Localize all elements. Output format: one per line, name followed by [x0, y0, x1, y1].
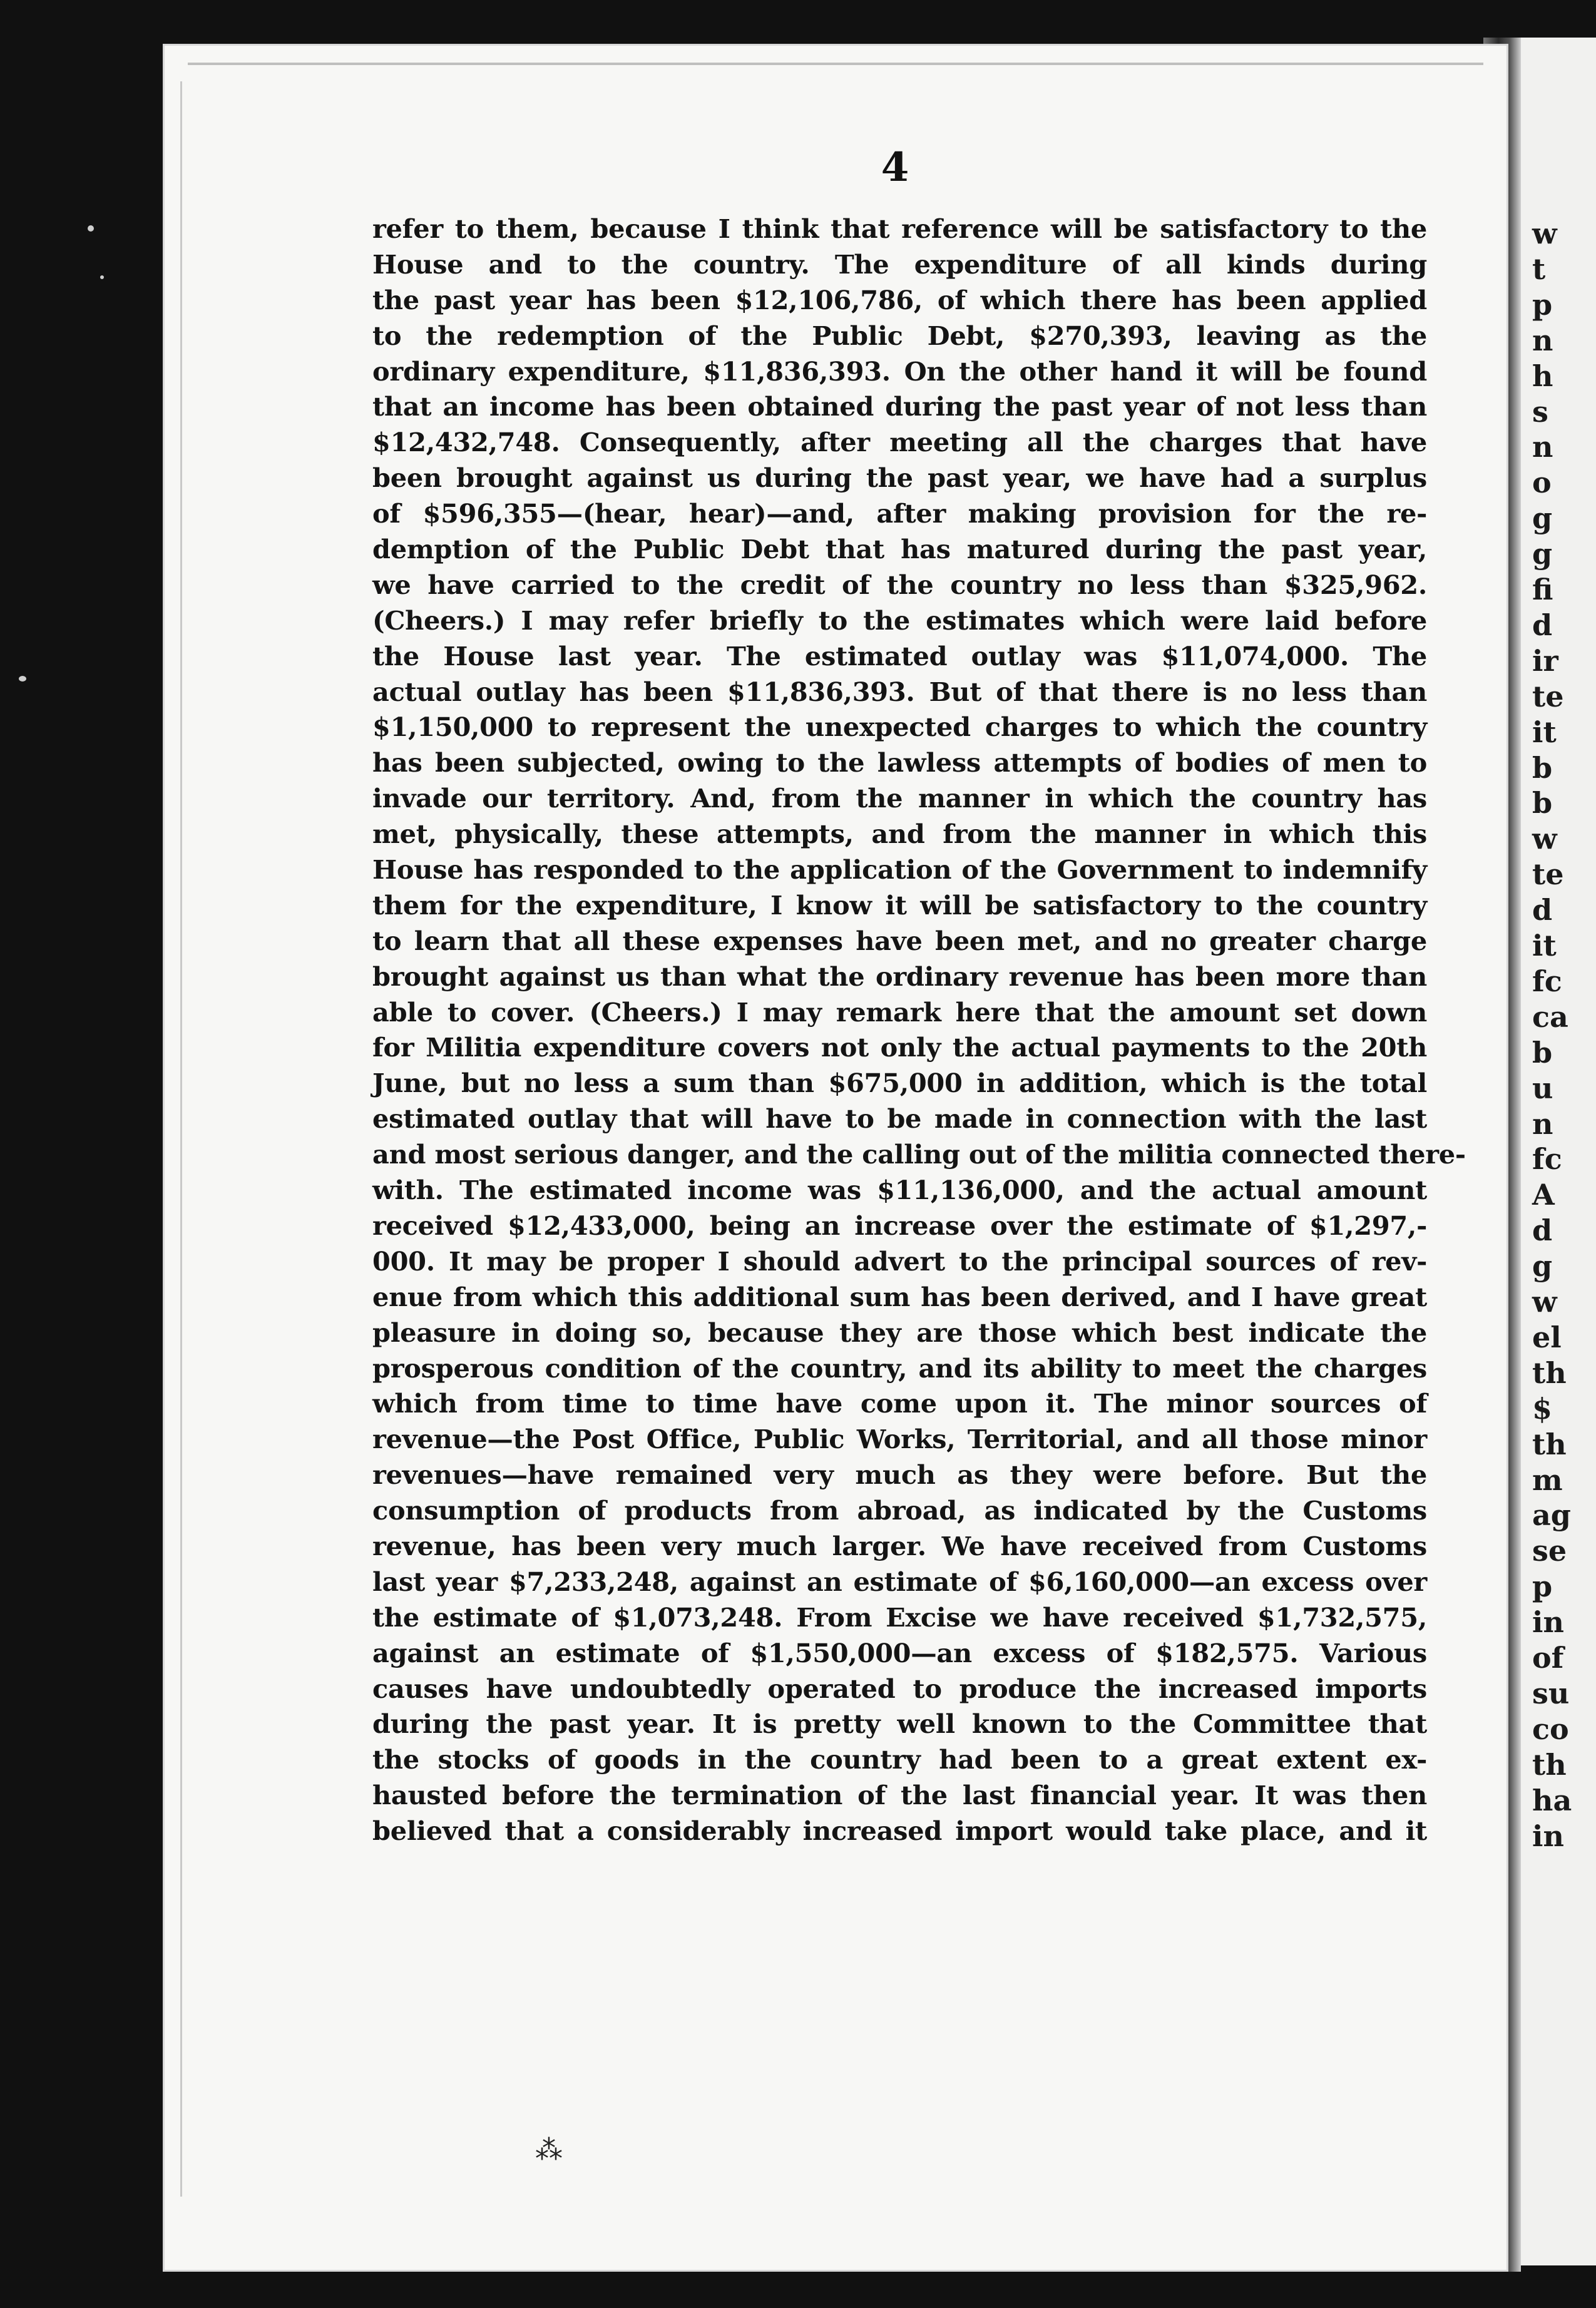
next-page-fragment: b	[1532, 1035, 1553, 1070]
next-page-fragment: b	[1532, 750, 1553, 785]
next-page-fragment: ir	[1532, 643, 1558, 678]
next-page-fragment: g	[1532, 501, 1553, 536]
next-page-fragment: t	[1532, 252, 1546, 286]
next-page-fragment: it	[1532, 929, 1557, 963]
text-line: of $596,355—(hear, hear)—and, after making provision for the re-	[372, 498, 1427, 529]
next-page-fragment: $	[1532, 1391, 1553, 1426]
page-number: 4	[881, 144, 909, 191]
next-page-fragment: p	[1532, 1570, 1553, 1604]
text-line: pleasure in doing so, because they are those which best indicate the	[372, 1317, 1427, 1348]
next-page-fragment: d	[1532, 608, 1553, 642]
margin-speck	[19, 676, 26, 682]
next-page-fragment: g	[1532, 537, 1553, 571]
next-page-fragment: b	[1532, 786, 1553, 820]
text-line: ordinary expenditure, $11,836,393. On the other hand it will be found	[372, 355, 1427, 387]
next-page-fragment: el	[1532, 1320, 1562, 1354]
text-line: against an estimate of $1,550,000—an excess of $182,575. Various	[372, 1637, 1427, 1668]
text-line: consumption of products from abroad, as indicated by the Customs	[372, 1495, 1427, 1526]
text-line: estimated outlay that will have to be made in connection with the last	[372, 1103, 1427, 1135]
text-line: last year $7,233,248, against an estimate of $6,160,000—an excess over	[372, 1566, 1427, 1597]
text-line: to the redemption of the Public Debt, $270,393, leaving as the	[372, 320, 1427, 351]
margin-speck	[100, 275, 104, 279]
next-page-fragment: p	[1532, 287, 1553, 322]
text-line: hausted before the termination of the last financial year. It was then	[372, 1780, 1427, 1811]
text-line: been brought against us during the past year, we have had a surplus	[372, 462, 1427, 494]
text-line: able to cover. (Cheers.) I may remark here that the amount set down	[372, 996, 1427, 1028]
text-line: during the past year. It is pretty well known to the Committee that	[372, 1708, 1427, 1740]
next-page-fragment: in	[1532, 1819, 1564, 1853]
next-page-fragment: n	[1532, 1106, 1553, 1141]
next-page-fragment: su	[1532, 1676, 1570, 1710]
text-line: revenue, has been very much larger. We have received from Customs	[372, 1530, 1427, 1561]
text-line: we have carried to the credit of the country no less than $325,962.	[372, 569, 1427, 600]
page-left-border	[180, 81, 182, 2197]
text-line: demption of the Public Debt that has matured during the past year,	[372, 534, 1427, 565]
text-line: June, but no less a sum than $675,000 in addition, which is the total	[372, 1068, 1427, 1099]
next-page-fragment: h	[1532, 359, 1553, 393]
next-page-fragment: w	[1532, 1285, 1557, 1319]
text-line: $12,432,748. Consequently, after meeting all the charges that have	[372, 427, 1427, 458]
text-line: revenue—the Post Office, Public Works, Territorial, and all those minor	[372, 1424, 1427, 1455]
next-page-fragment: ag	[1532, 1498, 1571, 1533]
text-line: House and to the country. The expenditure of all kinds during	[372, 248, 1427, 280]
next-page-fragment: A	[1532, 1178, 1555, 1212]
text-line: causes have undoubtedly operated to produce the increased imports	[372, 1673, 1427, 1704]
text-line: has been subjected, owing to the lawless attempts of bodies of men to	[372, 747, 1427, 779]
bottom-ink-mark: ⁂	[535, 2134, 563, 2166]
margin-speck	[88, 225, 94, 232]
text-line: for Militia expenditure covers not only the actual payments to the 20th	[372, 1032, 1427, 1063]
next-page-fragment: co	[1532, 1712, 1569, 1746]
text-line: which from time to time have come upon it. The minor sources of	[372, 1388, 1427, 1419]
next-page-fragment: th	[1532, 1427, 1567, 1461]
text-line: brought against us than what the ordinary revenue has been more than	[372, 961, 1427, 992]
next-page-fragment: u	[1532, 1071, 1553, 1105]
next-page-fragment: th	[1532, 1747, 1567, 1782]
next-page-fragment: w	[1532, 217, 1557, 250]
next-page-fragment: te	[1532, 857, 1564, 892]
next-page-fragment: n	[1532, 323, 1553, 357]
text-line: the estimate of $1,073,248. From Excise we have received $1,732,575,	[372, 1601, 1427, 1633]
text-line: believed that a considerably increased import would take place, and it	[372, 1815, 1427, 1847]
next-page-fragment: it	[1532, 715, 1557, 749]
next-page-edge	[1521, 38, 1596, 2265]
next-page-fragment: d	[1532, 893, 1553, 927]
page-top-border	[188, 63, 1483, 65]
next-page-fragment: m	[1532, 1463, 1563, 1497]
text-line: with. The estimated income was $11,136,000, and the actual amount	[372, 1175, 1427, 1206]
next-page-fragment: ha	[1532, 1783, 1572, 1817]
next-page-fragment: ca	[1532, 999, 1568, 1034]
next-page-fragment: s	[1532, 394, 1548, 429]
text-line: refer to them, because I think that reference will be satisfactory to the	[372, 213, 1427, 244]
next-page-fragment: te	[1532, 679, 1564, 713]
text-line: prosperous condition of the country, and its ability to meet the charges	[372, 1352, 1427, 1384]
text-line: the past year has been $12,106,786, of which there has been applied	[372, 284, 1427, 315]
text-line: them for the expenditure, I know it will be satisfactory to the country	[372, 889, 1427, 921]
next-page-fragment: n	[1532, 430, 1553, 464]
text-line: actual outlay has been $11,836,393. But of that there is no less than	[372, 676, 1427, 707]
next-page-fragment: g	[1532, 1249, 1553, 1284]
next-page-fragment: fi	[1532, 573, 1553, 606]
text-line: received $12,433,000, being an increase over the estimate of $1,297,-	[372, 1210, 1427, 1241]
text-line: the House last year. The estimated outlay was $11,074,000. The	[372, 640, 1427, 671]
text-line: that an income has been obtained during the past year of not less than	[372, 391, 1427, 422]
next-page-fragment: fc	[1532, 964, 1562, 998]
next-page-fragment: in	[1532, 1605, 1564, 1640]
text-line: (Cheers.) I may refer briefly to the estimates which were laid before	[372, 605, 1427, 636]
text-line: $1,150,000 to represent the unexpected charges to which the country	[372, 712, 1427, 743]
next-page-fragment: d	[1532, 1213, 1553, 1248]
next-page-fragment: se	[1532, 1534, 1567, 1568]
next-page-fragment: of	[1532, 1641, 1564, 1675]
text-line: enue from which this additional sum has been derived, and I have great	[372, 1281, 1427, 1312]
text-line: 000. It may be proper I should advert to the principal sources of rev-	[372, 1245, 1427, 1277]
text-line: invade our territory. And, from the manner in which the country has	[372, 783, 1427, 814]
text-line: revenues—have remained very much as they were before. But the	[372, 1459, 1427, 1491]
next-page-fragment: w	[1532, 822, 1557, 856]
text-line: the stocks of goods in the country had been to a great extent ex-	[372, 1744, 1427, 1775]
text-line: House has responded to the application of the Government to indemnify	[372, 854, 1427, 886]
text-line: met, physically, these attempts, and from the manner in which this	[372, 819, 1427, 850]
text-line: to learn that all these expenses have been met, and no greater charge	[372, 925, 1427, 956]
text-line: and most serious danger, and the calling out of the militia connected there-	[372, 1139, 1466, 1170]
next-page-fragment: o	[1532, 466, 1552, 500]
next-page-fragment: th	[1532, 1356, 1567, 1390]
body-text	[372, 212, 1466, 1849]
next-page-fragment: fc	[1532, 1142, 1562, 1177]
